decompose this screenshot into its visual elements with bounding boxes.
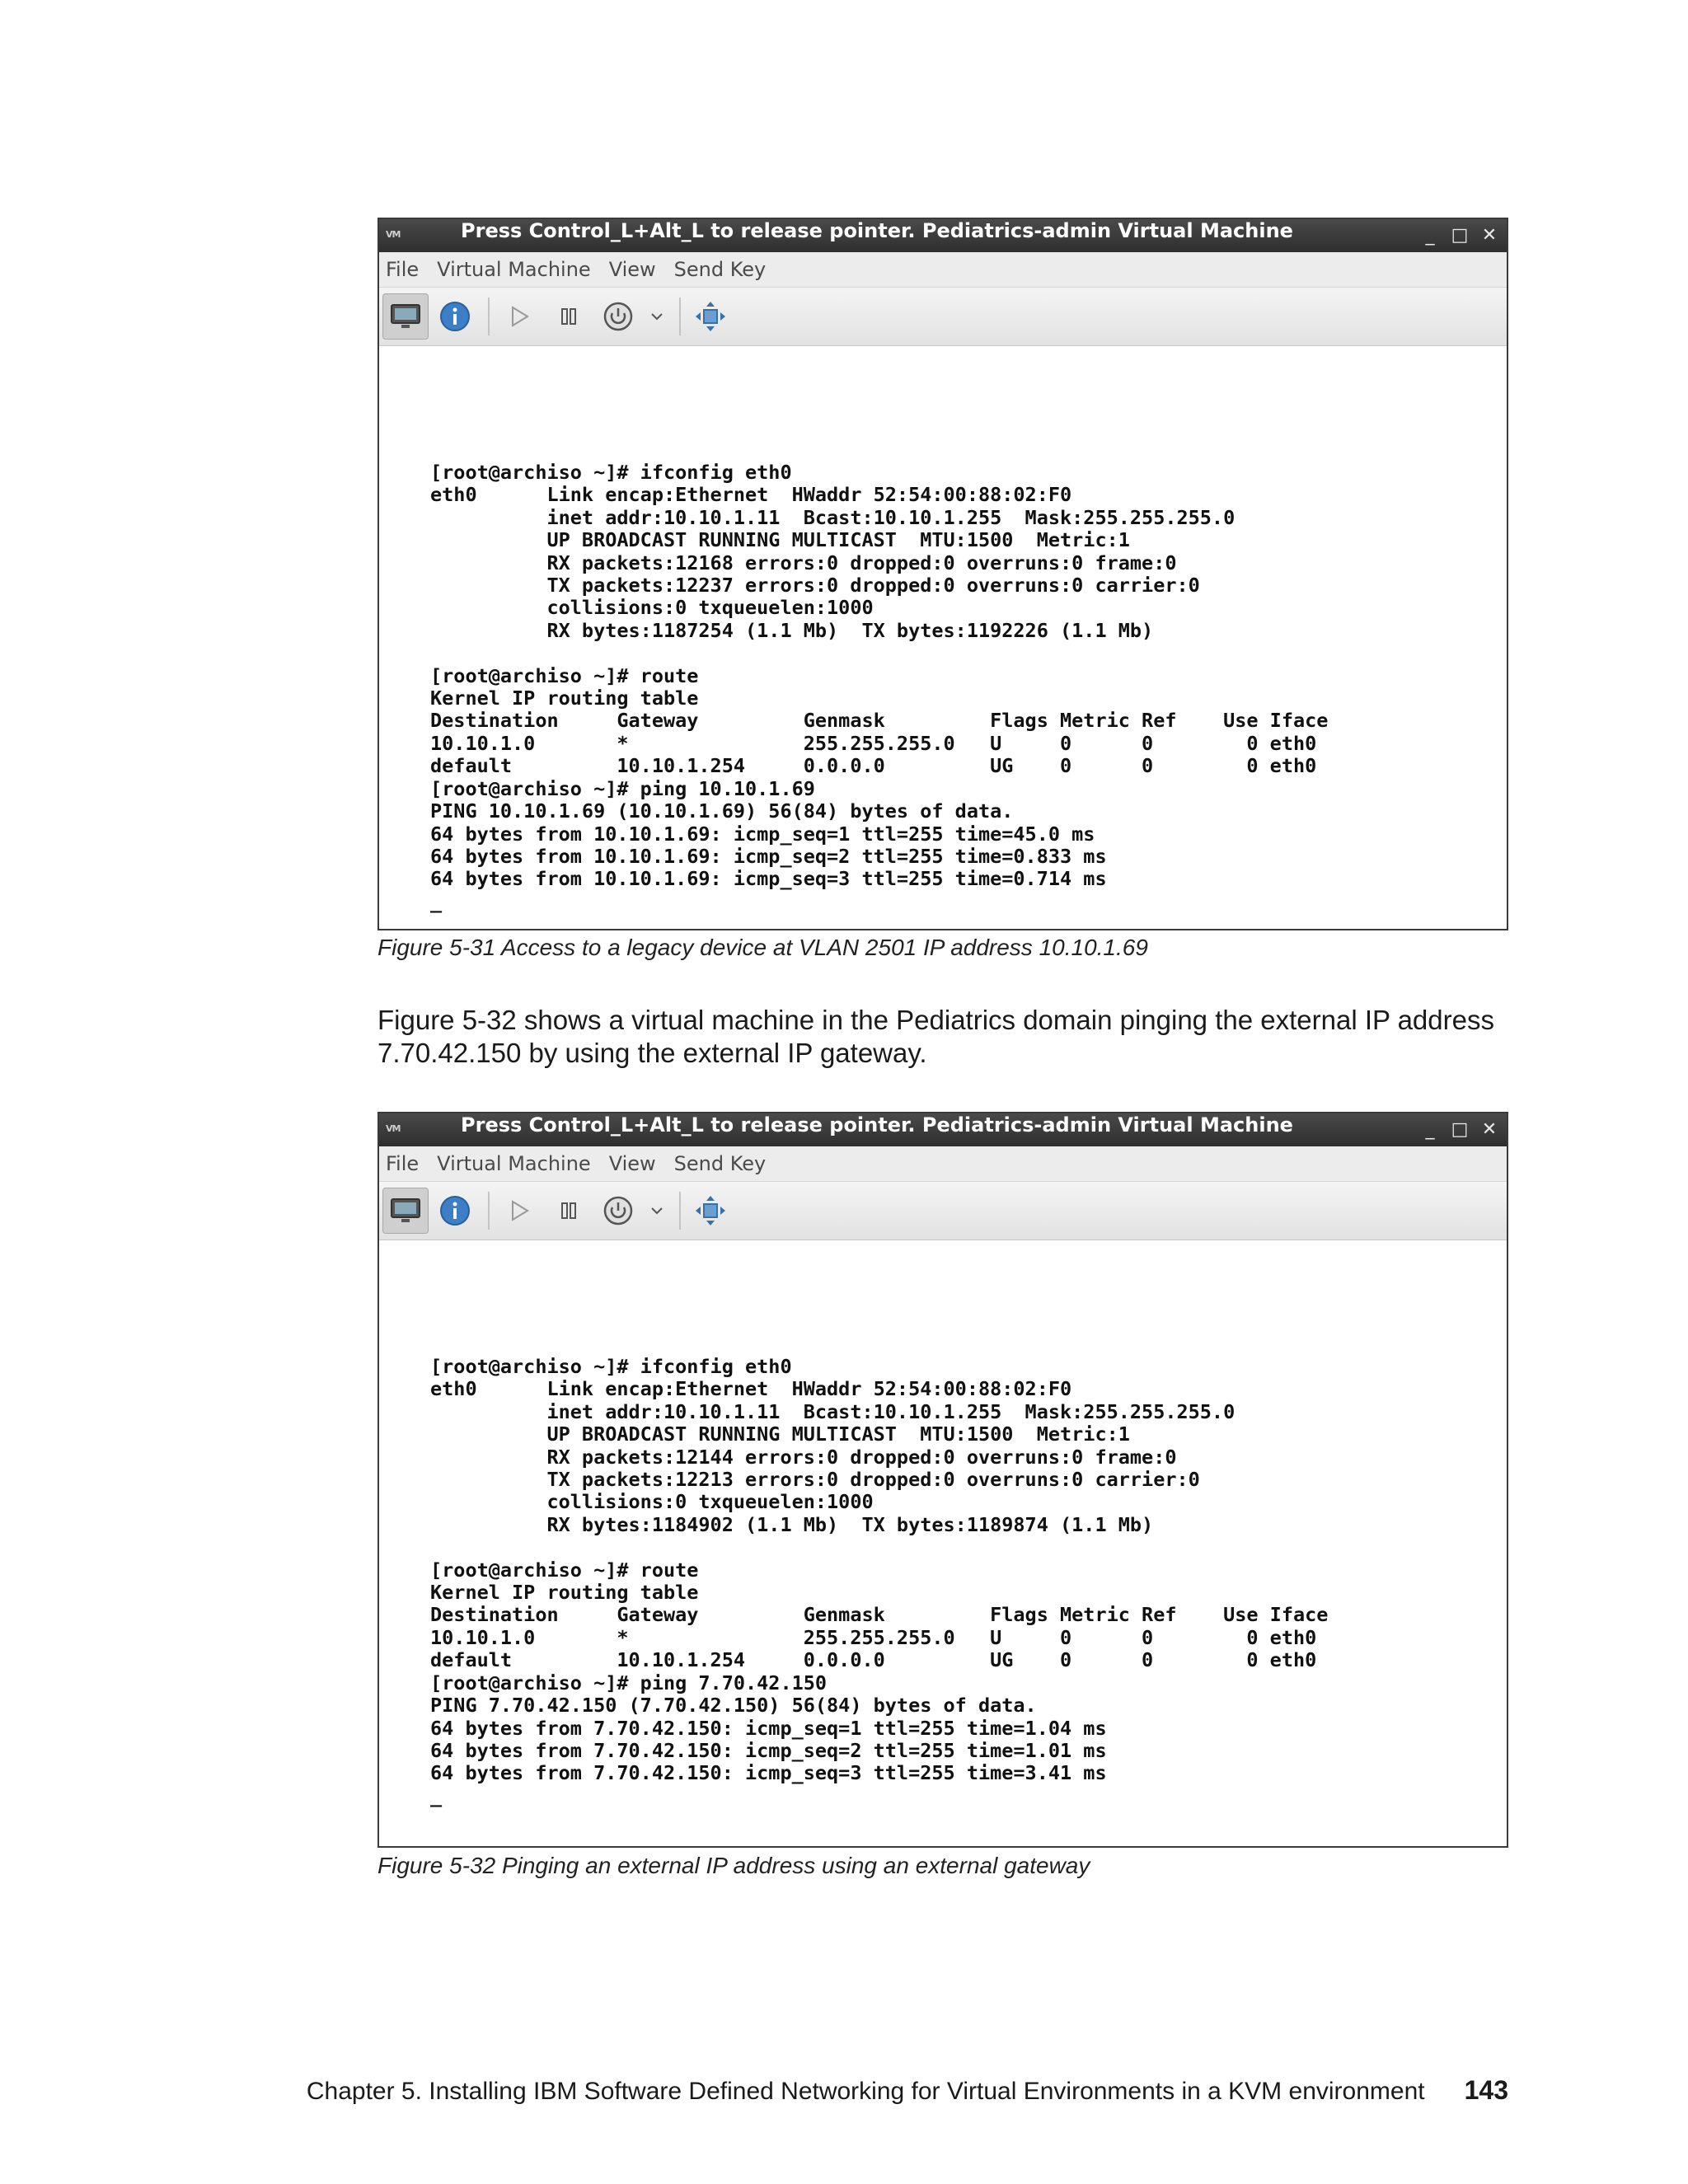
vm-app-icon: VM bbox=[386, 1123, 401, 1134]
menu-send-key[interactable]: Send Key bbox=[673, 1152, 767, 1175]
vm-app-icon: VM bbox=[386, 229, 401, 240]
pause-icon bbox=[556, 1198, 581, 1223]
menu-virtual-machine[interactable]: Virtual Machine bbox=[437, 1152, 591, 1175]
window-title: Press Control_L+Alt_L to release pointer. Pediatrics-admin Virtual Machine bbox=[461, 219, 1293, 242]
menu-send-key[interactable]: Send Key bbox=[673, 258, 767, 281]
menu-virtual-machine[interactable]: Virtual Machine bbox=[437, 258, 591, 281]
fullscreen-icon bbox=[694, 1194, 727, 1227]
toolbar-separator bbox=[679, 298, 681, 335]
pause-button[interactable] bbox=[546, 1188, 592, 1234]
figure-caption: Figure 5-31 Access to a legacy device at VLAN 2501 IP address 10.10.1.69 bbox=[377, 935, 1148, 960]
fullscreen-button[interactable] bbox=[687, 293, 734, 340]
toolbar bbox=[379, 1182, 1507, 1240]
menu-view[interactable]: View bbox=[608, 1152, 656, 1175]
window-title: Press Control_L+Alt_L to release pointer. Pediatrics-admin Virtual Machine bbox=[461, 1113, 1293, 1137]
window-titlebar[interactable] bbox=[379, 219, 1507, 252]
maximize-icon[interactable]: □ bbox=[1451, 225, 1469, 246]
menubar bbox=[379, 252, 1507, 288]
vm-console-screen[interactable] bbox=[379, 1240, 1507, 1807]
menu-file[interactable]: File bbox=[386, 1152, 420, 1175]
monitor-icon bbox=[389, 1196, 422, 1226]
menu-file[interactable]: File bbox=[386, 258, 420, 281]
fullscreen-button[interactable] bbox=[687, 1188, 734, 1234]
play-icon bbox=[507, 304, 532, 329]
details-button[interactable] bbox=[432, 1188, 478, 1234]
info-icon bbox=[438, 300, 471, 333]
run-button[interactable] bbox=[496, 1188, 542, 1234]
vm-window-figure-5-31 bbox=[377, 218, 1508, 930]
menubar bbox=[379, 1146, 1507, 1182]
chevron-down-icon bbox=[649, 1203, 664, 1218]
shutdown-menu-button[interactable] bbox=[645, 1188, 669, 1234]
body-paragraph: Figure 5-32 shows a virtual machine in the Pediatrics domain pinging the external IP address 7.70.42.150 by using the external IP gateway. bbox=[377, 1005, 1494, 1068]
toolbar bbox=[379, 288, 1507, 346]
terminal-output: [root@archiso ~]# ifconfig eth0 eth0 Link encap:Ethernet HWaddr 52:54:00:88:02:F0 inet addr:10.10.1.11 Bcast:10.10.1.255 Mask:255.255.255.0 UP BROADCAST RUNNING MULTICAST MTU:1500 Metric:1 RX packets:12144 errors:0 dropped:0 overruns:0 frame:0 TX packets:12213 errors:0 dropped:0 overruns:0 carrier:0 collisions:0 txqueuelen:1000 RX bytes:1184902 (1.1 Mb) TX bytes:1189874 (1.1 Mb) [root@archiso ~]# route Kernel IP routing table Destination Gateway Genmask Flags Metric Ref Use Iface 10.10.1.0 * 255.255.255.0 U 0 0 0 eth0 default 10.10.1.254 0.0.0.0 UG 0 0 0 eth0 [root@archiso ~]# ping 7.70.42.150 PING 7.70.42.150 (7.70.42.150) 56(84) bytes of data. 64 bytes from 7.70.42.150: icmp_seq=1 ttl=255 time=1.04 ms 64 bytes from 7.70.42.150: icmp_seq=2 ttl=255 time=1.01 ms 64 bytes from 7.70.42.150: icmp_seq=3 ttl=255 time=3.41 ms _ bbox=[430, 1355, 1329, 1807]
maximize-icon[interactable]: □ bbox=[1451, 1119, 1469, 1140]
toolbar-separator bbox=[679, 1192, 681, 1230]
toolbar-separator bbox=[488, 1192, 490, 1230]
window-titlebar[interactable] bbox=[379, 1113, 1507, 1146]
monitor-icon bbox=[389, 302, 422, 331]
shutdown-menu-button[interactable] bbox=[645, 293, 669, 340]
minimize-icon[interactable]: _ bbox=[1425, 225, 1435, 246]
shutdown-button[interactable] bbox=[595, 293, 641, 340]
toolbar-separator bbox=[488, 298, 490, 335]
minimize-icon[interactable]: _ bbox=[1425, 1119, 1435, 1140]
details-button[interactable] bbox=[432, 293, 478, 340]
pause-button[interactable] bbox=[546, 293, 592, 340]
fullscreen-icon bbox=[694, 300, 727, 333]
footer-chapter-title: Chapter 5. Installing IBM Software Defined Networking for Virtual Environments in a KVM environment bbox=[306, 2078, 1425, 2105]
info-icon bbox=[438, 1194, 471, 1227]
page-number: 143 bbox=[1464, 2075, 1508, 2105]
terminal-output: [root@archiso ~]# ifconfig eth0 eth0 Link encap:Ethernet HWaddr 52:54:00:88:02:F0 inet addr:10.10.1.11 Bcast:10.10.1.255 Mask:255.255.255.0 UP BROADCAST RUNNING MULTICAST MTU:1500 Metric:1 RX packets:12168 errors:0 dropped:0 overruns:0 frame:0 TX packets:12237 errors:0 dropped:0 overruns:0 carrier:0 collisions:0 txqueuelen:1000 RX bytes:1187254 (1.1 Mb) TX bytes:1192226 (1.1 Mb) [root@archiso ~]# route Kernel IP routing table Destination Gateway Genmask Flags Metric Ref Use Iface 10.10.1.0 * 255.255.255.0 U 0 0 0 eth0 default 10.10.1.254 0.0.0.0 UG 0 0 0 eth0 [root@archiso ~]# ping 10.10.1.69 PING 10.10.1.69 (10.10.1.69) 56(84) bytes of data. 64 bytes from 10.10.1.69: icmp_seq=1 ttl=255 time=45.0 ms 64 bytes from 10.10.1.69: icmp_seq=2 ttl=255 time=0.833 ms 64 bytes from 10.10.1.69: icmp_seq=3 ttl=255 time=0.714 ms _ bbox=[430, 461, 1329, 913]
console-button[interactable] bbox=[382, 1188, 429, 1234]
close-icon[interactable]: ✕ bbox=[1481, 225, 1498, 246]
pause-icon bbox=[556, 304, 581, 329]
vm-window-figure-5-32 bbox=[377, 1112, 1508, 1848]
console-button[interactable] bbox=[382, 293, 429, 340]
menu-view[interactable]: View bbox=[608, 258, 656, 281]
chevron-down-icon bbox=[649, 309, 664, 324]
power-icon bbox=[602, 300, 635, 333]
play-icon bbox=[507, 1198, 532, 1223]
run-button[interactable] bbox=[496, 293, 542, 340]
close-icon[interactable]: ✕ bbox=[1481, 1119, 1498, 1140]
vm-console-screen[interactable] bbox=[379, 346, 1507, 913]
power-icon bbox=[602, 1194, 635, 1227]
page-footer bbox=[307, 2075, 1508, 2106]
shutdown-button[interactable] bbox=[595, 1188, 641, 1234]
figure-caption: Figure 5-32 Pinging an external IP address using an external gateway bbox=[377, 1853, 1090, 1878]
